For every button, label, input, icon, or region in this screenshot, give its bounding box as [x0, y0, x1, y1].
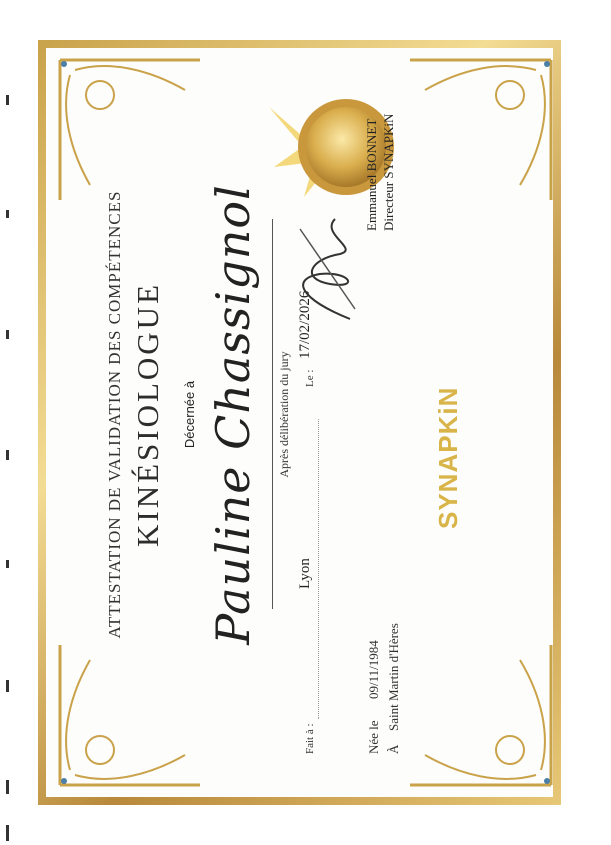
place-label: Fait à :	[304, 723, 316, 754]
birth-date-value: 09/11/1984	[366, 640, 381, 699]
place-dotted-line	[318, 419, 319, 719]
place-value: Lyon	[297, 558, 313, 589]
awarded-to-label: Décernée à	[182, 380, 197, 449]
signatory-title: Directeur SYNAPKiN	[381, 113, 396, 231]
deliberation-text: Après délibération du jury	[277, 351, 291, 478]
certificate-text-area	[78, 70, 531, 759]
birth-date-label: Née le	[366, 720, 381, 754]
birthplace-label: À	[386, 744, 401, 754]
name-underline	[272, 219, 273, 609]
signature-icon	[280, 209, 370, 329]
synapkin-logo: SYNAPKiN	[433, 386, 463, 529]
profession-title: KINÉSIOLOGUE	[130, 281, 165, 548]
recipient-name: Pauline Chassignol	[206, 184, 260, 645]
certificate-heading: ATTESTATION DE VALIDATION DES COMPÉTENCES	[105, 190, 124, 639]
date-label: Le :	[304, 369, 316, 387]
birthplace-value: Saint Martin d'Hères	[386, 623, 401, 731]
signatory-name: Emmanuel BONNET	[364, 118, 379, 231]
date-value: 17/02/2026	[297, 290, 313, 359]
